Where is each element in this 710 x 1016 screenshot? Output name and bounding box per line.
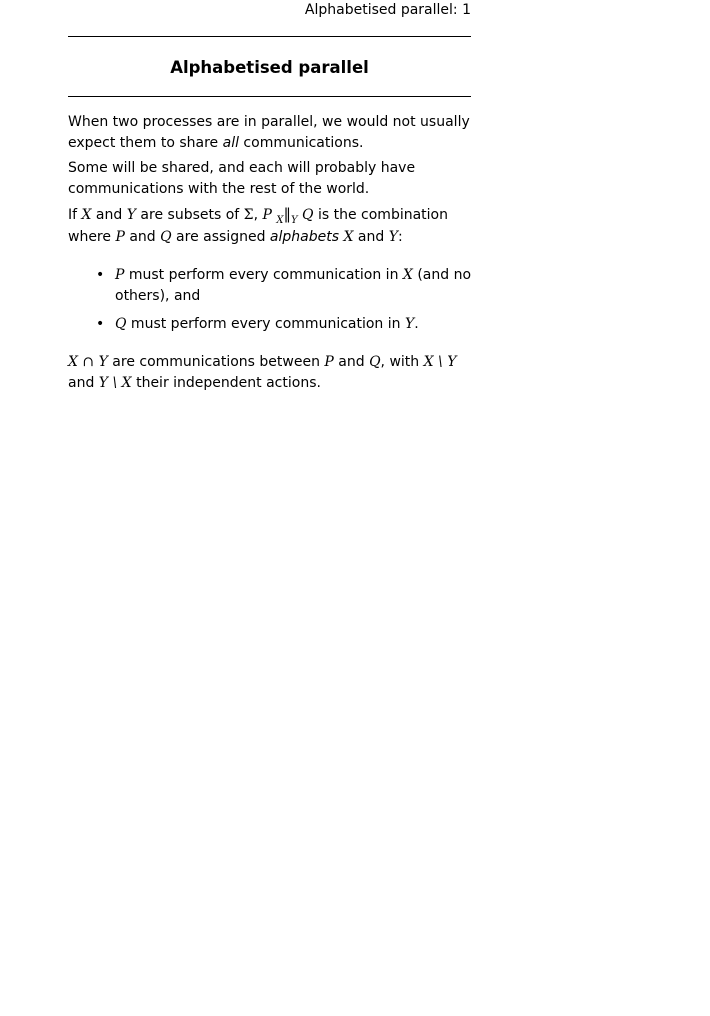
paragraph-share-all: [68, 112, 471, 154]
title-bottom-rule: [68, 96, 471, 97]
math-P: P: [262, 207, 272, 223]
math-X: X: [402, 267, 413, 283]
math-Q: Q: [115, 316, 127, 332]
math-intersection: X ∩ Y: [68, 354, 108, 370]
text: (and no others), and: [115, 267, 472, 304]
math-Y: Y: [126, 207, 136, 223]
text: and: [333, 354, 370, 370]
text: and: [68, 375, 99, 391]
text: are communications between: [107, 354, 325, 370]
paragraph-intersection: [68, 352, 471, 394]
math-P: P: [324, 354, 334, 370]
paragraph-some-shared: Some will be shared, and each will probably have communications with the rest of the world.: [68, 160, 416, 197]
slide-title: Alphabetised parallel: [170, 58, 369, 77]
text: and: [91, 207, 127, 223]
math-X: X: [81, 207, 92, 223]
math-set-difference: Y \ X: [98, 375, 132, 391]
math-Q: Q: [302, 207, 314, 223]
math-Y: Y: [404, 316, 415, 332]
text: must perform every communication in: [126, 316, 405, 332]
math-X: X: [343, 229, 354, 245]
text: must perform every communication in: [124, 267, 403, 283]
list-item: [115, 265, 471, 307]
text: :: [397, 229, 403, 245]
emphasis-all: all: [222, 135, 239, 151]
math-Q: Q: [369, 354, 381, 370]
text: their independent actions.: [131, 375, 321, 391]
math-set-difference: X \ Y: [423, 354, 457, 370]
text: When two processes are in parallel, we would not usually expect them to share: [68, 114, 470, 151]
math-Q: Q: [160, 229, 172, 245]
text: ,: [253, 207, 263, 223]
paragraph-alphabetised-definition: [68, 204, 471, 248]
math-subscript-X: X: [276, 215, 284, 226]
math-P: P: [115, 267, 125, 283]
text: are assigned: [171, 229, 270, 245]
text: and: [124, 229, 161, 245]
text: .: [414, 316, 419, 332]
math-P: P: [115, 229, 125, 245]
text: , with: [380, 354, 424, 370]
text: If: [68, 207, 82, 223]
text: and: [353, 229, 389, 245]
title-top-rule: [68, 36, 471, 37]
text: communications.: [238, 135, 364, 151]
emphasis-alphabets: alphabets: [269, 229, 340, 245]
running-head: Alphabetised parallel: 1: [304, 2, 471, 18]
text: is the combination where: [68, 207, 448, 245]
math-Y: Y: [388, 229, 398, 245]
math-subscript-Y: Y: [290, 215, 298, 226]
text: are subsets of: [135, 207, 244, 223]
bullet-list: [68, 265, 471, 335]
slide-body: [68, 112, 471, 398]
parallel-operator: ‖: [283, 205, 291, 223]
math-sigma: Σ: [243, 207, 254, 223]
list-item: [115, 314, 471, 335]
